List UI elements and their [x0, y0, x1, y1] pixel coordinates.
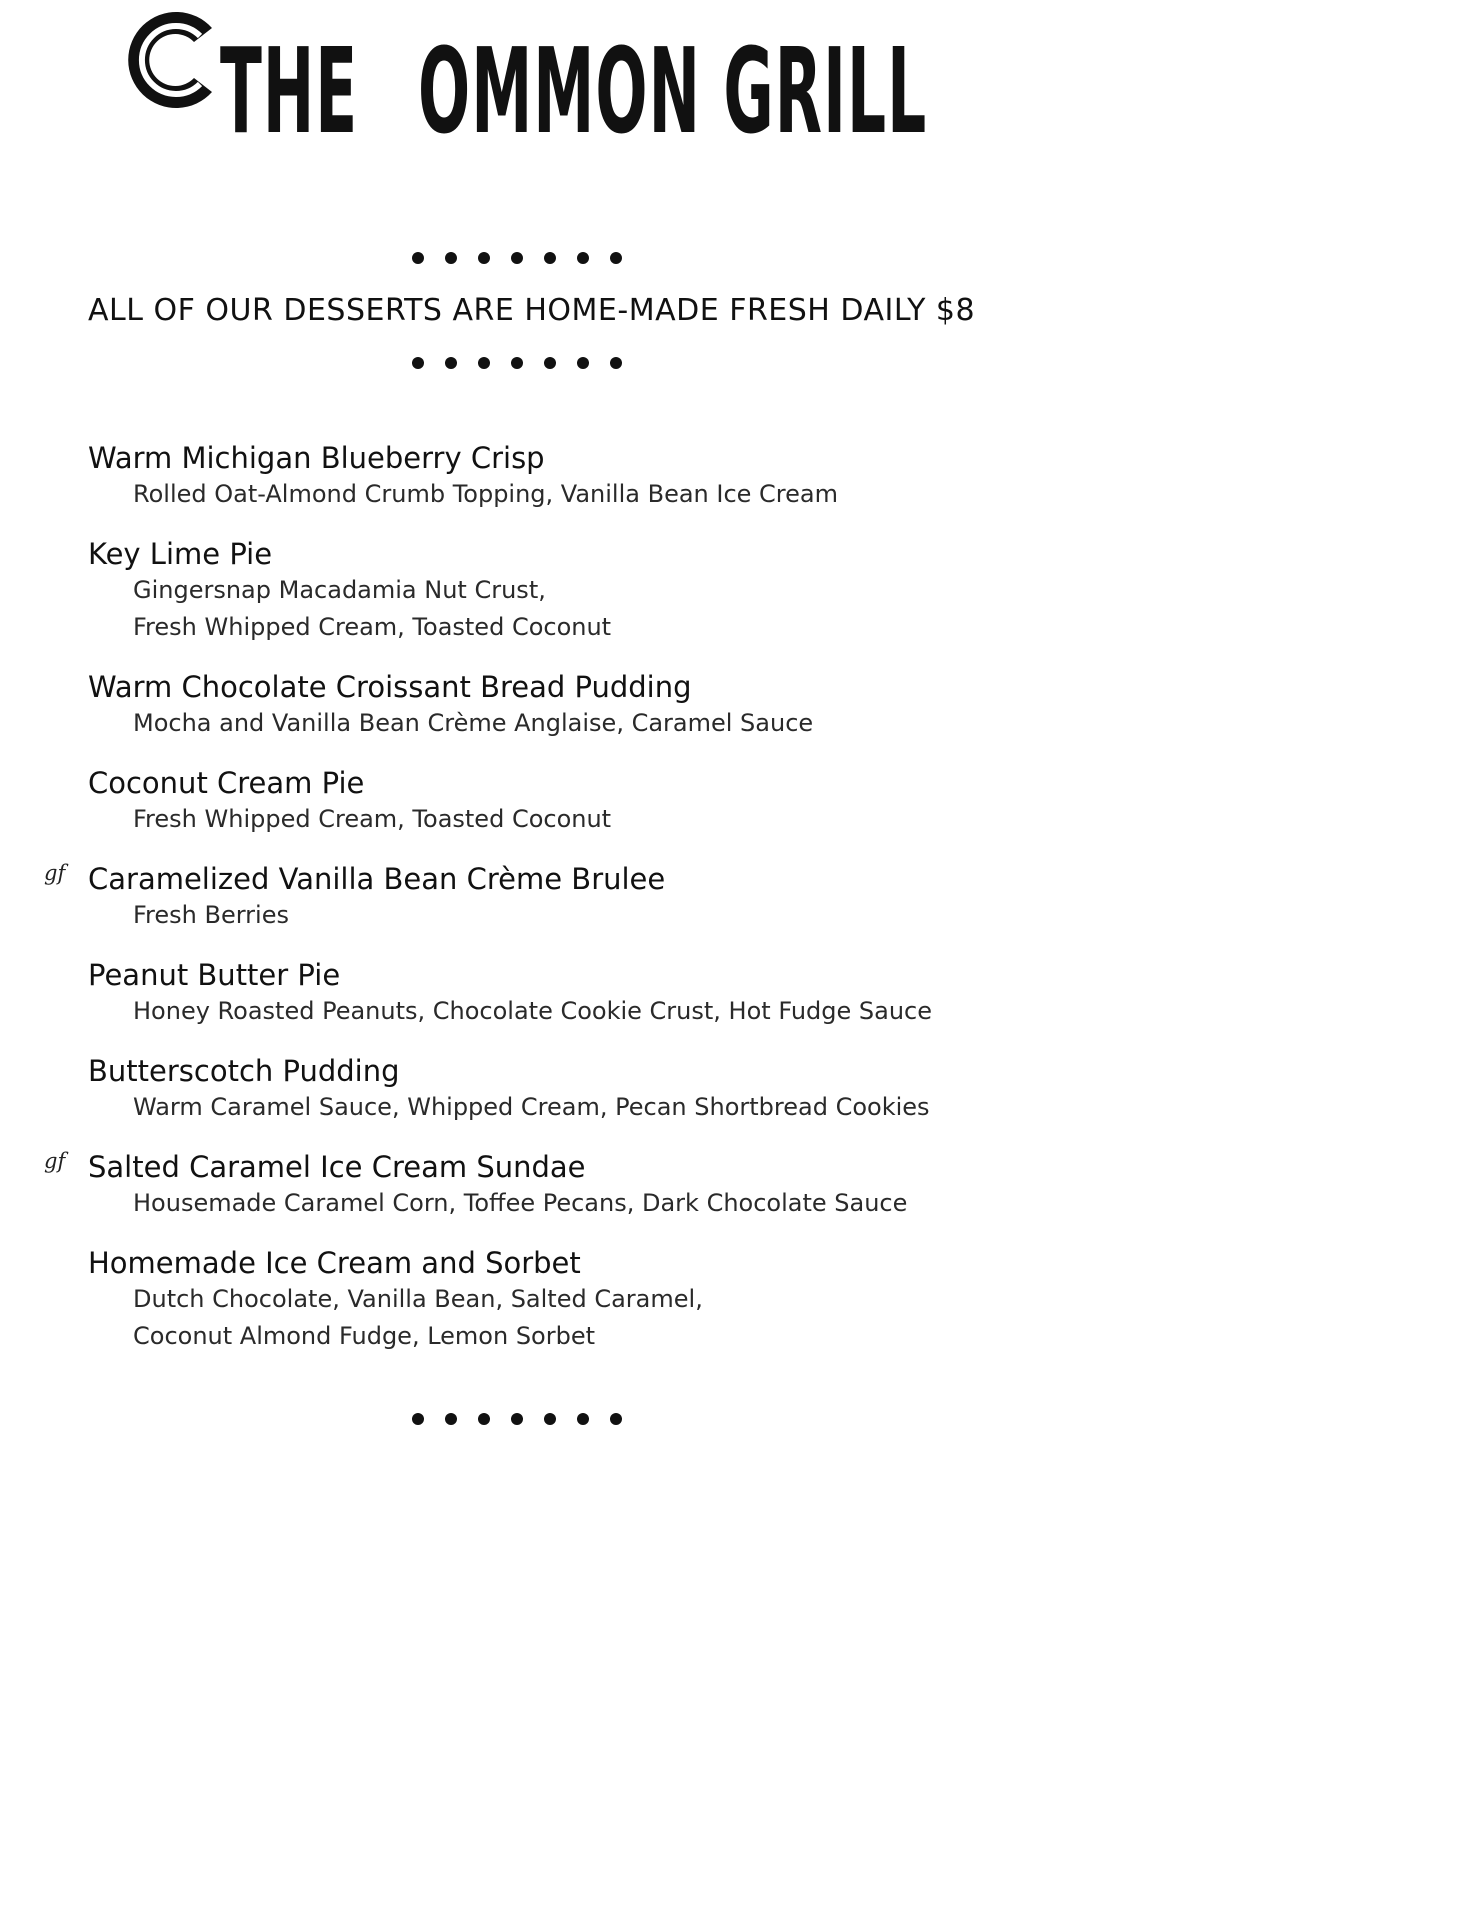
menu-item-description: Honey Roasted Peanuts, Chocolate Cookie Crust, Hot Fudge Sauce [133, 997, 933, 1025]
menu-item-name: Warm Chocolate Croissant Bread Pudding [88, 670, 692, 704]
divider-dot [577, 1413, 589, 1425]
divider-dot [511, 252, 523, 264]
menu-item [44, 861, 1088, 934]
menu-item-description: Mocha and Vanilla Bean Crème Anglaise, Caramel Sauce [133, 709, 814, 737]
dot-divider-bottom [412, 1413, 622, 1425]
logo-c-emblem [116, 6, 224, 114]
menu-item-description: Dutch Chocolate, Vanilla Bean, Salted Caramel, [133, 1285, 703, 1313]
divider-dot [577, 252, 589, 264]
divider-dot [445, 252, 457, 264]
menu-item [88, 765, 1088, 838]
dessert-menu-list [44, 440, 1088, 1378]
menu-item-name: Salted Caramel Ice Cream Sundae [88, 1150, 586, 1184]
menu-item [88, 1245, 1088, 1355]
divider-dot [412, 252, 424, 264]
divider-dot [610, 252, 622, 264]
menu-item-description: Warm Caramel Sauce, Whipped Cream, Pecan Shortbread Cookies [133, 1093, 930, 1121]
divider-dot [544, 357, 556, 369]
gluten-free-badge: gf [44, 861, 66, 885]
divider-dot [412, 1413, 424, 1425]
dot-divider-top [412, 252, 622, 264]
dot-divider-middle [412, 357, 622, 369]
divider-dot [478, 252, 490, 264]
menu-item [88, 669, 1088, 742]
menu-tagline: ALL OF OUR DESSERTS ARE HOME-MADE FRESH DAILY $8 [88, 293, 976, 328]
menu-item-name: Homemade Ice Cream and Sorbet [88, 1246, 581, 1280]
divider-dot [610, 1413, 622, 1425]
gluten-free-badge: gf [44, 1149, 66, 1173]
menu-item-name: Butterscotch Pudding [88, 1054, 400, 1088]
restaurant-logo-right [418, 22, 1397, 160]
divider-dot [544, 252, 556, 264]
menu-item-description: Fresh Berries [133, 901, 289, 929]
divider-dot [511, 1413, 523, 1425]
menu-item-name: Coconut Cream Pie [88, 766, 365, 800]
menu-item-name: Warm Michigan Blueberry Crisp [88, 441, 545, 475]
menu-item-name: Caramelized Vanilla Bean Crème Brulee [88, 862, 666, 896]
divider-dot [511, 357, 523, 369]
menu-item [88, 957, 1088, 1030]
divider-dot [412, 357, 424, 369]
menu-item-description: Gingersnap Macadamia Nut Crust, [133, 576, 546, 604]
menu-item-description: Rolled Oat-Almond Crumb Topping, Vanilla Bean Ice Cream [133, 480, 838, 508]
menu-item [44, 1149, 1088, 1222]
divider-dot [478, 1413, 490, 1425]
divider-dot [445, 357, 457, 369]
logo-text-left: THE [220, 22, 381, 160]
menu-item [88, 1053, 1088, 1126]
divider-dot [445, 1413, 457, 1425]
logo-text-right: OMMON GRILL [418, 22, 928, 160]
menu-item [88, 536, 1088, 646]
divider-dot [577, 357, 589, 369]
divider-dot [478, 357, 490, 369]
menu-item-description: Fresh Whipped Cream, Toasted Coconut [133, 613, 612, 641]
menu-item-description: Housemade Caramel Corn, Toffee Pecans, Dark Chocolate Sauce [133, 1189, 908, 1217]
divider-dot [610, 357, 622, 369]
divider-dot [544, 1413, 556, 1425]
menu-item-description: Fresh Whipped Cream, Toasted Coconut [133, 805, 612, 833]
menu-item [88, 440, 1088, 513]
menu-item-description: Coconut Almond Fudge, Lemon Sorbet [133, 1322, 596, 1350]
menu-item-name: Peanut Butter Pie [88, 958, 341, 992]
menu-item-name: Key Lime Pie [88, 537, 273, 571]
